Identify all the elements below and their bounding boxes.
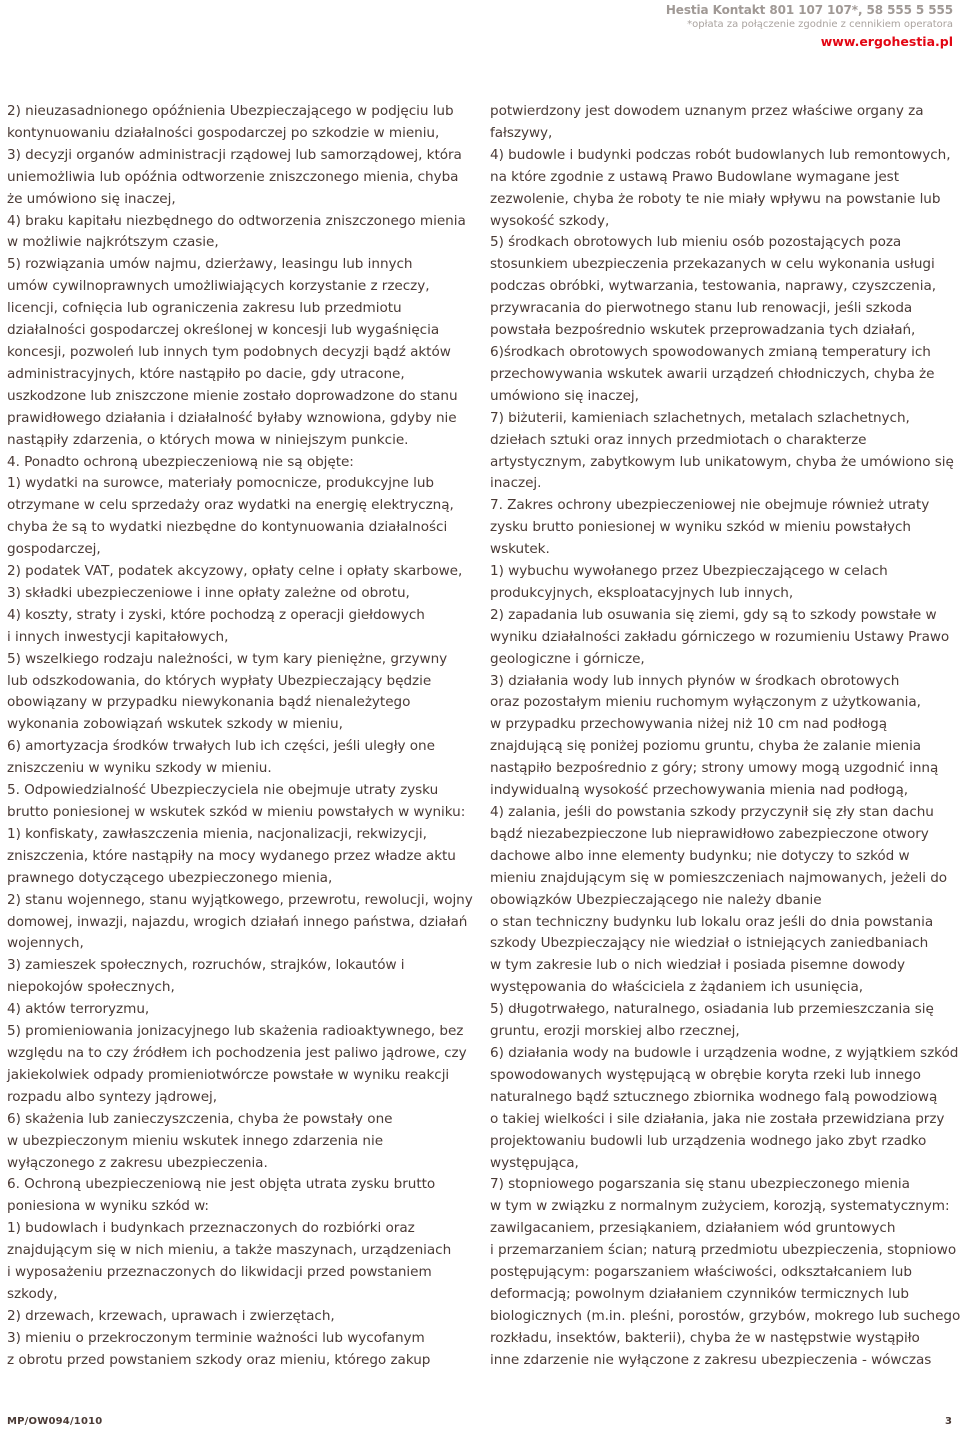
text-line: w tym w związku z normalnym zużyciem, korozją, systematycznym:	[490, 1198, 950, 1215]
text-line: 6) amortyzacja środków trwałych lub ich części, jeśli uległy one	[7, 738, 435, 755]
text-line: 2) podatek VAT, podatek akcyzowy, opłaty celne i opłaty skarbowe,	[7, 563, 463, 580]
text-line: 2) stanu wojennego, stanu wyjątkowego, przewrotu, rewolucji, wojny	[7, 891, 473, 908]
text-line: na które zgodnie z ustawą Prawo Budowlane wymagane jest	[490, 168, 899, 185]
text-line: jakiekolwiek odpady promieniotwórcze powstałe w wyniku reakcji	[7, 1066, 450, 1083]
text-line: 6. Ochroną ubezpieczeniową nie jest objęta utrata zysku brutto	[7, 1176, 436, 1193]
text-line: wskutek.	[490, 541, 550, 558]
text-line: w przypadku przechowywania niżej niż 10 cm nad podłogą	[490, 716, 887, 733]
text-line: gospodarczej,	[7, 541, 101, 558]
text-line: 7. Zakres ochrony ubezpieczeniowej nie obejmuje również utraty	[490, 497, 930, 514]
text-line: 5) wszelkiego rodzaju należności, w tym kary pieniężne, grzywny	[7, 650, 448, 667]
text-line: 5. Odpowiedzialność Ubezpieczyciela nie obejmuje utraty zysku	[7, 782, 439, 799]
text-line: 1) konfiskaty, zawłaszczenia mienia, nacjonalizacji, rekwizycji,	[7, 825, 427, 842]
text-line: spowodowanych występującą w obrębie koryta rzeki lub innego	[490, 1066, 921, 1083]
text-line: obowiązany w przypadku niewykonania bądź nienależytego	[7, 694, 411, 711]
text-line: wojennych,	[7, 935, 84, 952]
text-line: 1) wydatki na surowce, materiały pomocnicze, produkcyjne lub	[7, 475, 435, 492]
text-line: administracyjnych, które nastąpiło po dacie, gdy utracone,	[7, 365, 405, 382]
text-line: zezwolenie, chyba że roboty te nie miały wpływu na powstanie lub	[490, 190, 941, 207]
text-line: mieniu znajdującym się w pomieszczeniach najmowanych, jeżeli do	[490, 869, 948, 886]
text-line: oraz pozostałym mieniu ruchomym wyłączonym z użytkowania,	[490, 694, 921, 711]
text-line: niepokojów społecznych,	[7, 979, 175, 996]
text-line: wysokość szkody,	[490, 212, 610, 229]
contact-phone-numbers: Hestia Kontakt 801 107 107*, 58 555 5 555	[665, 3, 953, 17]
text-line: uszkodzone lub zniszczone mienie zostało doprowadzone do stanu	[7, 387, 458, 404]
text-line: chyba że są to wydatki niezbędne do kontynuowania działalności	[7, 519, 448, 536]
text-line: rozkładu, insektów, bakterii), chyba że w następstwie wystąpiło	[490, 1329, 920, 1346]
text-line: i wyposażeniu przeznaczonych do likwidacji przed powstaniem	[7, 1264, 432, 1281]
text-line: uniemożliwia lub opóźnia odtworzenie zniszczonego mienia, chyba	[7, 168, 459, 185]
text-line: 3) mieniu o przekroczonym terminie ważności lub wycofanym	[7, 1329, 425, 1346]
text-line: domowej, inwazji, najazdu, wrogich działań innego państwa, działań	[7, 913, 468, 930]
text-line: biologicznych (m.in. pleśni, porostów, grzybów, mokrego lub suchego	[490, 1307, 960, 1324]
text-line: o stan techniczny budynku lub lokalu oraz jeśli do dnia powstania	[490, 913, 934, 930]
text-line: umówiono się inaczej,	[490, 387, 639, 404]
text-line: zniszczenia, które nastąpiły na mocy wydanego przez władze aktu	[7, 847, 456, 864]
text-line: dziełach sztuki oraz innych przedmiotach o charakterze	[490, 431, 867, 448]
text-line: 7) stopniowego pogarszania się stanu ubezpieczonego mienia	[490, 1176, 910, 1193]
text-line: 3) decyzji organów administracji rządowej lub samorządowej, która	[7, 146, 462, 163]
text-line: kontynuowaniu działalności gospodarczej po szkodzie w mieniu,	[7, 124, 440, 141]
text-line: 1) wybuchu wywołanego przez Ubezpieczającego w celach	[490, 563, 888, 580]
text-line: wyniku działalności zakładu górniczego w rozumieniu Ustawy Prawo	[490, 628, 950, 645]
text-line: 2) drzewach, krzewach, uprawach i zwierzętach,	[7, 1307, 335, 1324]
document-code: MP/OW094/1010	[7, 1416, 103, 1427]
right-text-column	[490, 101, 960, 1372]
text-line: umów cywilnoprawnych umożliwiających korzystanie z rzeczy,	[7, 278, 430, 295]
text-line: stosunkiem ubezpieczenia przekazanych w celu wykonania usługi	[490, 256, 935, 273]
text-line: 4) zalania, jeśli do powstania szkody przyczynił się zły stan dachu	[490, 804, 934, 820]
text-line: inne zdarzenie nie wyłączone z zakresu ubezpieczenia - wówczas	[490, 1351, 932, 1368]
text-line: 5) promieniowania jonizacyjnego lub skażenia radioaktywnego, bez	[7, 1023, 464, 1040]
text-line: potwierdzony jest dowodem uznanym przez właściwe organy za	[490, 103, 924, 119]
text-line: powstała bezpośrednio wskutek przeprowadzania tych działań,	[490, 322, 916, 339]
text-line: 5) rozwiązania umów najmu, dzierżawy, leasingu lub innych	[7, 256, 413, 273]
text-line: projektowaniu budowli lub urządzenia wodnego jako zbyt rzadko	[490, 1132, 927, 1149]
text-line: 4) koszty, straty i zyski, które pochodzą z operacji giełdowych	[7, 606, 425, 623]
text-line: 4) aktów terroryzmu,	[7, 1001, 150, 1018]
text-line: podczas obróbki, wytwarzania, testowania, naprawy, czyszczenia,	[490, 278, 937, 295]
text-line: szkody,	[7, 1285, 58, 1302]
page-header	[666, 2, 953, 50]
text-line: 3) działania wody lub innych płynów w środkach obrotowych	[490, 672, 900, 689]
text-line: przechowywania wskutek awarii urządzeń chłodniczych, chyba że	[490, 365, 935, 382]
page-number: 3	[945, 1416, 952, 1427]
text-line: gruntu, erozji morskiej albo rzecznej,	[490, 1023, 740, 1040]
text-line: indywidualną wysokość przechowywania mienia nad podłogą,	[490, 782, 909, 799]
text-line: otrzymane w celu sprzedaży oraz wydatki na energię elektryczną,	[7, 497, 454, 514]
text-line: szkody Ubezpieczający nie wiedział o istniejących zaniedbaniach	[490, 935, 929, 952]
text-line: nastąpiło bezpośrednio z góry; strony umowy mogą uzgodnić inną	[490, 760, 939, 777]
text-line: i przemarzaniem ścian; naturą przedmiotu ubezpieczenia, stopniowo	[490, 1242, 957, 1259]
text-line: wykonania zobowiązań wskutek szkody w mieniu,	[7, 716, 343, 733]
text-line: w ubezpieczonym mieniu wskutek innego zdarzenia nie	[7, 1132, 384, 1149]
left-text-column	[7, 101, 472, 1372]
text-line: w tym zakresie lub o nich wiedział i posiada pisemne dowody	[490, 957, 906, 974]
text-line: działalności gospodarczej określonej w koncesji lub wygaśnięcia	[7, 322, 440, 339]
text-line: prawnego dotyczącego ubezpieczonego mienia,	[7, 869, 333, 886]
text-line: bądź niezabezpieczone lub nieprawidłowo zabezpieczone otwory	[490, 825, 929, 842]
text-line: przywracania do pierwotnego stanu lub renowacji, jeśli szkoda	[490, 300, 913, 317]
text-line: 6) skażenia lub zanieczyszczenia, chyba że powstały one	[7, 1110, 393, 1127]
text-line: inaczej.	[490, 475, 542, 492]
text-line: artystycznym, zabytkowym lub unikatowym, chyba że umówiono się	[490, 453, 954, 470]
text-line: występowania do właściciela z żądaniem ich usunięcia,	[490, 979, 864, 996]
text-line: 2) nieuzasadnionego opóźnienia Ubezpieczającego w podjęciu lub	[7, 103, 454, 119]
text-line: poniesiona w wyniku szkód w:	[7, 1198, 209, 1215]
text-line: zysku brutto poniesionej w wyniku szkód w mieniu powstałych	[490, 519, 911, 536]
text-line: geologiczne i górnicze,	[490, 650, 645, 667]
text-line: licencji, cofnięcia lub ograniczenia zakresu lub przedmiotu	[7, 300, 402, 317]
text-line: zawilgacaniem, przesiąkaniem, działaniem wód gruntowych	[490, 1220, 896, 1237]
text-line: 4) budowle i budynki podczas robót budowlanych lub remontowych,	[490, 146, 951, 163]
text-line: produkcyjnych, eksploatacyjnych lub innych,	[490, 584, 794, 601]
text-line: względu na to czy źródłem ich pochodzenia jest paliwo jądrowe, czy	[7, 1044, 467, 1061]
text-line: 4. Ponadto ochroną ubezpieczeniową nie są objęte:	[7, 453, 354, 470]
text-line: 5) środkach obrotowych lub mieniu osób pozostających poza	[490, 234, 902, 251]
text-line: wyłączonego z zakresu ubezpieczenia.	[7, 1154, 268, 1171]
text-line: o takiej wielkości i sile działania, jaka nie została przewidziana przy	[490, 1110, 945, 1127]
text-line: fałszywy,	[490, 124, 553, 141]
text-line: 1) budowlach i budynkach przeznaczonych do rozbiórki oraz	[7, 1220, 415, 1237]
text-line: 5) długotrwałego, naturalnego, osiadania lub przemieszczania się	[490, 1001, 934, 1018]
text-line: że umówiono się inaczej,	[7, 190, 176, 207]
text-line: z obrotu przed powstaniem szkody oraz mieniu, którego zakup	[7, 1351, 431, 1368]
text-line: prawidłowego działania i działalność byłaby wznowiona, gdyby nie	[7, 409, 457, 426]
text-line: koncesji, pozwoleń lub innych tym podobnych decyzji bądź aktów	[7, 343, 451, 360]
text-line: 6)środkach obrotowych spowodowanych zmianą temperatury ich	[490, 343, 931, 360]
text-line: występująca,	[490, 1154, 579, 1171]
text-line: znajdującą się poniżej poziomu gruntu, chyba że zalanie mienia	[490, 738, 922, 755]
website-link[interactable]: www.ergohestia.pl	[820, 34, 953, 49]
text-line: lub odszkodowania, do których wypłaty Ubezpieczający będzie	[7, 672, 432, 689]
text-line: dachowe albo inne elementy budynku; nie dotyczy to szkód w	[490, 847, 910, 864]
call-cost-note: *opłata za połączenie zgodnie z cennikiem operatora	[687, 19, 953, 30]
text-line: zniszczeniu w wyniku szkody w mieniu.	[7, 760, 272, 777]
text-line: i innych inwestycji kapitałowych,	[7, 628, 229, 645]
text-line: postępującym: pogarszaniem właściwości, odkształcaniem lub	[490, 1264, 912, 1281]
text-line: 6) działania wody na budowle i urządzenia wodne, z wyjątkiem szkód	[490, 1044, 959, 1061]
text-line: 7) biżuterii, kamieniach szlachetnych, metalach szlachetnych,	[490, 409, 910, 426]
text-line: naturalnego bądź sztucznego zbiornika wodnego falą powodziową	[490, 1088, 938, 1105]
text-line: deformacją; powolnym działaniem czynników termicznych lub	[490, 1285, 909, 1302]
text-line: 3) zamieszek społecznych, rozruchów, strajków, lokautów i	[7, 957, 405, 974]
text-line: brutto poniesionej w wskutek szkód w mieniu powstałych w wyniku:	[7, 804, 466, 820]
text-line: nastąpiły zdarzenia, o których mowa w niniejszym punkcie.	[7, 431, 409, 448]
text-line: 3) składki ubezpieczeniowe i inne opłaty zależne od obrotu,	[7, 584, 410, 601]
text-line: rozpadu albo syntezy jądrowej,	[7, 1088, 217, 1105]
text-line: w możliwie najkrótszym czasie,	[7, 234, 219, 251]
text-line: 2) zapadania lub osuwania się ziemi, gdy są to szkody powstałe w	[490, 606, 937, 623]
text-line: 4) braku kapitału niezbędnego do odtworzenia zniszczonego mienia	[7, 212, 466, 229]
text-line: obowiązków Ubezpieczającego nie należy dbanie	[490, 891, 822, 908]
text-line: znajdującym się w nich mieniu, a także maszynach, urządzeniach	[7, 1242, 452, 1259]
